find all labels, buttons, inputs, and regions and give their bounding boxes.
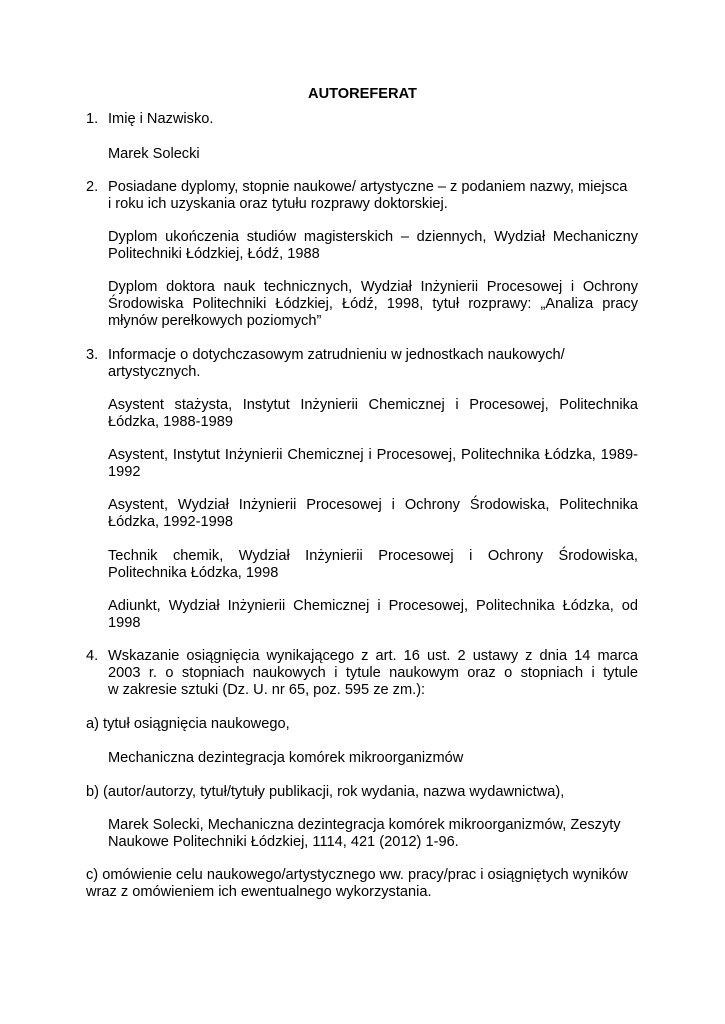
diploma-doctorate-line: młynów perełkowych poziomych” <box>108 313 322 329</box>
employment-entry-line: Asystent stażysta, Instytut Inżynierii Chemicznej i Procesowej, Politechnika <box>108 397 638 413</box>
employment-entry <box>108 598 638 632</box>
achievement-title: Mechaniczna dezintegracja komórek mikroorganizmów <box>108 750 464 766</box>
section-1-heading: Imię i Nazwisko. <box>108 111 214 127</box>
publication-reference-line: Marek Solecki, Mechaniczna dezintegracja komórek mikroorganizmów, Zeszyty <box>108 817 621 833</box>
employment-entry-line: Adiunkt, Wydział Inżynierii Chemicznej i Procesowej, Politechnika Łódzka, od <box>108 598 638 614</box>
author-name: Marek Solecki <box>108 146 200 162</box>
section-4-heading-line: 2003 r. o stopniach naukowych i tytule naukowym oraz o stopniach i tytule <box>108 665 638 681</box>
subsection-c-heading-line: c) omówienie celu naukowego/artystycznego ww. pracy/prac i osiągniętych wyników <box>86 867 628 883</box>
publication-reference-line: Naukowe Politechniki Łódzkiej, 1114, 421 (2012) 1-96. <box>108 834 459 850</box>
employment-entry-line: Łódzka, 1988-1989 <box>108 414 233 430</box>
diploma-doctorate-line: Środowiska Politechniki Łódzkiej, Łódź, 1998, tytuł rozprawy: „Analiza pracy <box>108 296 638 312</box>
publication-reference <box>108 817 638 851</box>
section-2-heading-line: i roku ich uzyskania oraz tytułu rozprawy doktorskiej. <box>108 196 448 212</box>
section-4-number: 4. <box>86 648 99 664</box>
section-2-heading <box>108 179 638 213</box>
section-3-heading-line: artystycznych. <box>108 364 201 380</box>
employment-entry <box>108 548 638 582</box>
diploma-doctorate-line: Dyplom doktora nauk technicznych, Wydział Inżynierii Procesowej i Ochrony <box>108 279 638 295</box>
section-4-heading-line: Wskazanie osiągnięcia wynikającego z art. 16 ust. 2 ustawy z dnia 14 marca <box>108 648 638 664</box>
employment-entry-line: Łódzka, 1992-1998 <box>108 514 233 530</box>
section-4-heading <box>108 648 638 699</box>
section-1-number: 1. <box>86 111 99 127</box>
subsection-c-heading <box>86 867 638 901</box>
employment-entry <box>108 447 638 481</box>
section-2-number: 2. <box>86 179 99 195</box>
employment-entry-line: Technik chemik, Wydział Inżynierii Procesowej i Ochrony Środowiska, <box>108 548 638 564</box>
employment-entry-line: 1992 <box>108 464 141 480</box>
section-4-heading-line: w zakresie sztuki (Dz. U. nr 65, poz. 595 ze zm.): <box>108 682 426 698</box>
document-title: AUTOREFERAT <box>308 86 417 102</box>
section-3-number: 3. <box>86 347 99 363</box>
diploma-masters <box>108 229 638 263</box>
section-2-heading-line: Posiadane dyplomy, stopnie naukowe/ artystyczne – z podaniem nazwy, miejsca <box>108 179 628 195</box>
employment-entry-line: Asystent, Instytut Inżynierii Chemicznej i Procesowej, Politechnika Łódzka, 1989- <box>108 447 638 463</box>
section-3-heading-line: Informacje o dotychczasowym zatrudnieniu w jednostkach naukowych/ <box>108 347 565 363</box>
subsection-a-heading: a) tytuł osiągnięcia naukowego, <box>86 716 290 732</box>
employment-entry-line: Politechnika Łódzka, 1998 <box>108 565 279 581</box>
subsection-c-heading-line: wraz z omówieniem ich ewentualnego wykorzystania. <box>86 884 432 900</box>
employment-entry-line: Asystent, Wydział Inżynierii Procesowej i Ochrony Środowiska, Politechnika <box>108 497 638 513</box>
section-3-heading <box>108 347 638 381</box>
employment-entry <box>108 497 638 531</box>
employment-entry <box>108 397 638 431</box>
diploma-masters-line: Dyplom ukończenia studiów magisterskich – dziennych, Wydział Mechaniczny <box>108 229 638 245</box>
diploma-masters-line: Politechniki Łódzkiej, Łódź, 1988 <box>108 246 320 262</box>
diploma-doctorate <box>108 279 638 330</box>
subsection-b-heading: b) (autor/autorzy, tytuł/tytuły publikacji, rok wydania, nazwa wydawnictwa), <box>86 784 565 800</box>
employment-entry-line: 1998 <box>108 615 141 631</box>
